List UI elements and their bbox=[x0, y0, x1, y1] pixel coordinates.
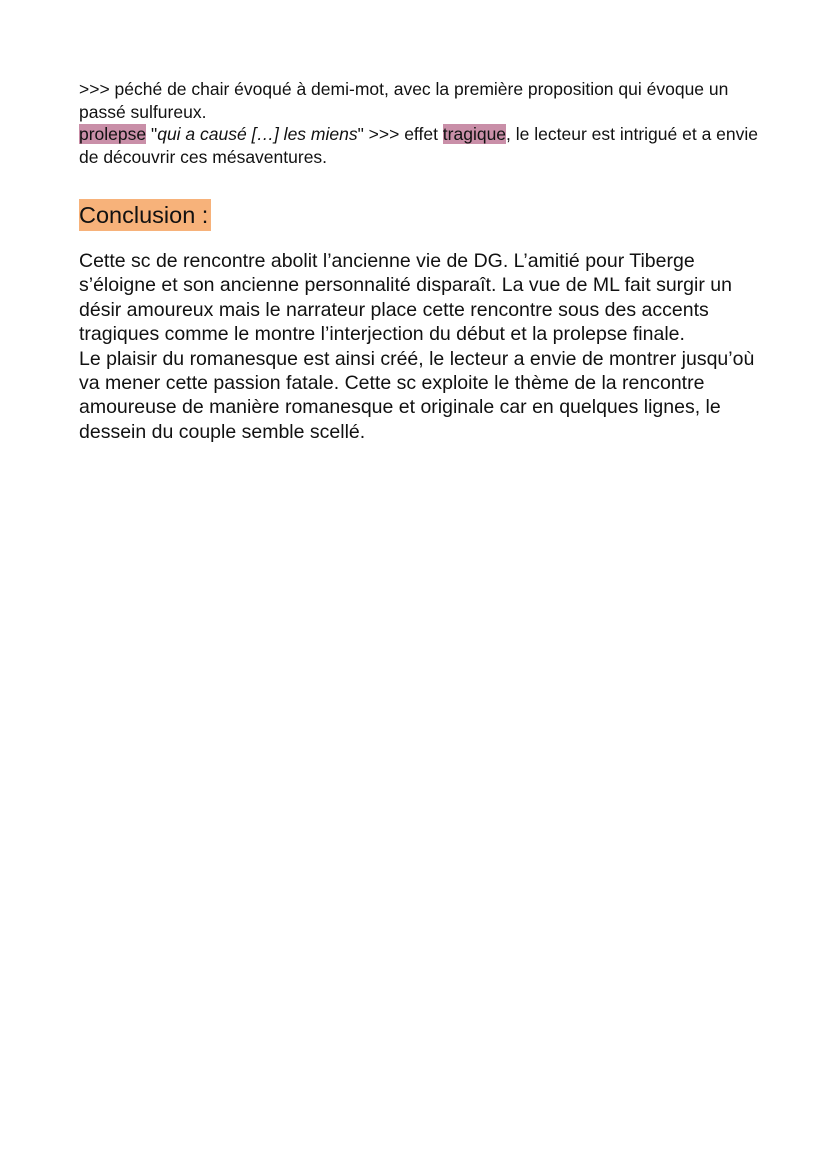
quote-open: " bbox=[146, 124, 158, 144]
quote-text: qui a causé […] les miens bbox=[157, 124, 358, 144]
conclusion-body bbox=[79, 249, 769, 444]
note-line-prolepse bbox=[79, 123, 769, 168]
highlight-tragique: tragique bbox=[442, 124, 507, 144]
note-line-peche: >>> péché de chair évoqué à demi-mot, avec la première proposition qui évoque un passé sulfureux. bbox=[79, 79, 729, 122]
quote-close: " >>> effet bbox=[357, 124, 443, 144]
document-page bbox=[79, 78, 769, 444]
note-line-rest: , le lecteur est intrigué et a envie de découvrir ces mésaventures. bbox=[79, 124, 758, 167]
analysis-notes bbox=[79, 78, 769, 168]
highlight-prolepse: prolepse bbox=[79, 124, 147, 144]
conclusion-heading: Conclusion : bbox=[79, 199, 211, 231]
conclusion-paragraph-2: Le plaisir du romanesque est ainsi créé, le lecteur a envie de montrer jusqu’où va mener cette passion fatale. Cette sc exploite le thème de la rencontre amoureuse de manière romanesque et originale car en quelques lignes, le dessein du couple semble scellé. bbox=[79, 347, 755, 443]
conclusion-paragraph-1: Cette sc de rencontre abolit l’ancienne vie de DG. L’amitié pour Tiberge s’éloigne et son ancienne personnalité disparaît. La vue de ML fait surgir un désir amoureux mais le narrateur place cette rencontre sous des accents tragiques comme le montre l’interjection du début et la prolepse finale. bbox=[79, 250, 732, 346]
